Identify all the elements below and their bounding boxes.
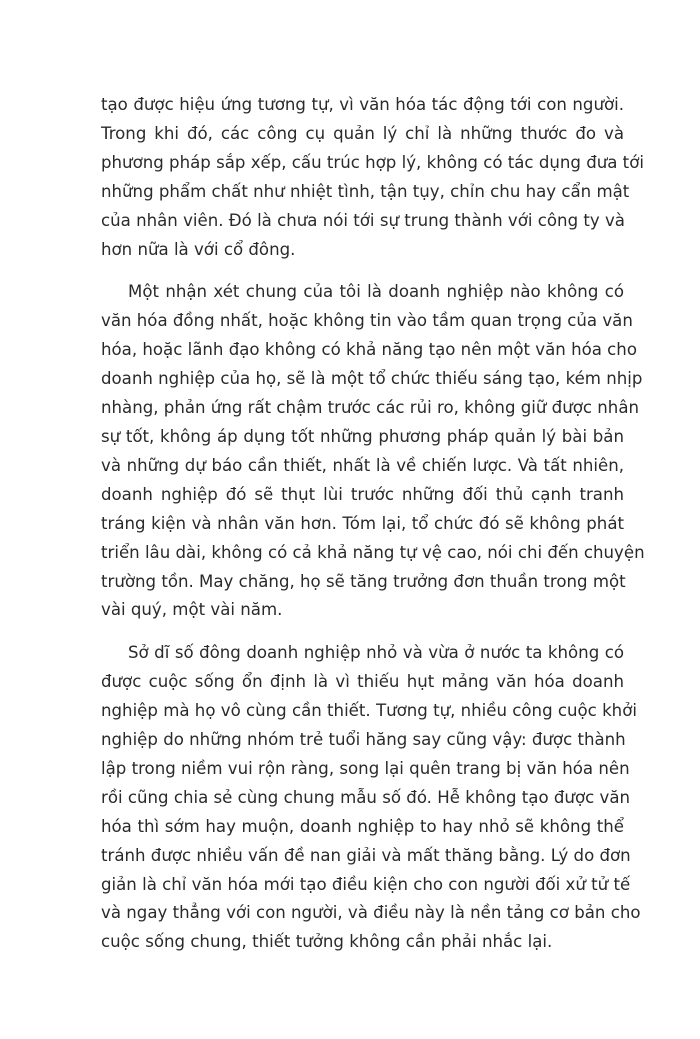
text-line: phương pháp sắp xếp, cấu trúc hợp lý, không có tác dụng đưa tới [101, 152, 644, 172]
text-line: Sở dĩ số đông doanh nghiệp nhỏ và vừa ở nước ta không có [128, 643, 624, 663]
text-line: nghiệp do những nhóm trẻ tuổi hăng say cũng vậy: được thành [101, 730, 626, 750]
text-line: và ngay thẳng với con người, và điều này là nền tảng cơ bản cho [101, 903, 641, 923]
text-line: cuộc sống chung, thiết tưởng không cần phải nhắc lại. [101, 932, 553, 952]
paragraph-3 [101, 639, 641, 957]
text-line: hóa, hoặc lãnh đạo không có khả năng tạo nên một văn hóa cho [101, 340, 637, 360]
text-line: được cuộc sống ổn định là vì thiếu hụt mảng văn hóa doanh [101, 672, 624, 692]
text-line: tránh được nhiều vấn đề nan giải và mất thăng bằng. Lý do đơn [101, 845, 631, 865]
paragraph-2 [101, 278, 645, 625]
text-line: những phẩm chất như nhiệt tình, tận tụy, chỉn chu hay cẩn mật [101, 181, 630, 201]
text-line: tạo được hiệu ứng tương tự, vì văn hóa tác động tới con người. [101, 95, 624, 114]
text-line: lập trong niềm vui rộn ràng, song lại quên trang bị văn hóa nên [101, 758, 630, 778]
text-line: giản là chỉ văn hóa mới tạo điều kiện cho con người đối xử tử tế [101, 874, 631, 894]
text-line: của nhân viên. Đó là chưa nói tới sự trung thành với công ty và [101, 210, 625, 230]
paragraph-1 [101, 91, 644, 264]
text-line: vài quý, một vài năm. [101, 600, 283, 620]
text-line: doanh nghiệp đó sẽ thụt lùi trước những đối thủ cạnh tranh [101, 484, 624, 504]
text-line: hóa thì sớm hay muộn, doanh nghiệp to hay nhỏ sẽ không thể [101, 816, 624, 836]
text-line: Trong khi đó, các công cụ quản lý chỉ là những thước đo và [101, 123, 624, 143]
text-line: doanh nghiệp của họ, sẽ là một tổ chức thiếu sáng tạo, kém nhịp [101, 369, 643, 389]
text-line: văn hóa đồng nhất, hoặc không tin vào tầm quan trọng của văn [101, 311, 633, 331]
text-line: nghiệp mà họ vô cùng cần thiết. Tương tự, nhiều công cuộc khởi [101, 701, 637, 721]
text-line: nhàng, phản ứng rất chậm trước các rủi ro, không giữ được nhân [101, 398, 640, 418]
text-line: Một nhận xét chung của tôi là doanh nghiệp nào không có [128, 282, 624, 302]
text-line: trường tồn. May chăng, họ sẽ tăng trưởng đơn thuần trong một [101, 571, 626, 591]
text-line: tráng kiện và nhân văn hơn. Tóm lại, tổ chức đó sẽ không phát [101, 513, 624, 533]
text-line: rồi cũng chia sẻ cùng chung mẫu số đó. Hễ không tạo được văn [101, 787, 631, 807]
text-line: và những dự báo cần thiết, nhất là về chiến lược. Và tất nhiên, [101, 455, 624, 475]
text-line: sự tốt, không áp dụng tốt những phương pháp quản lý bài bản [101, 426, 624, 446]
text-line: hơn nữa là với cổ đông. [101, 239, 296, 259]
text-line: triển lâu dài, không có cả khả năng tự vệ cao, nói chi đến chuyện [101, 542, 645, 562]
